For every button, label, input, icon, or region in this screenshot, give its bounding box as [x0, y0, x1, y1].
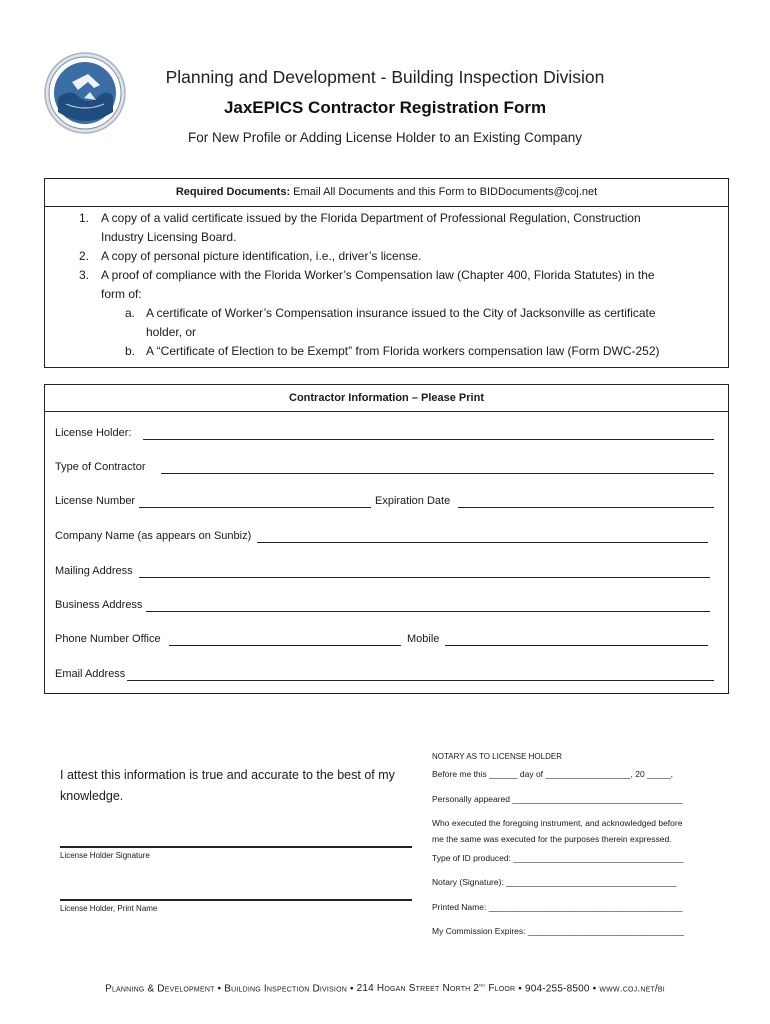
signature-caption: License Holder Signature [60, 851, 150, 860]
notary-signature[interactable]: Notary (Signature): ____________________________________ [432, 877, 677, 887]
signature-line[interactable] [60, 846, 412, 848]
business-address-label: Business Address [55, 599, 143, 611]
notary-id-type[interactable]: Type of ID produced: ____________________________________ [432, 853, 684, 863]
expiration-date-field[interactable] [458, 507, 714, 508]
email-address-field[interactable] [127, 680, 714, 681]
required-documents-label: Required Documents: [175, 186, 291, 198]
notary-before-me[interactable]: Before me this ______ day of __________________, 20 _____, [432, 769, 674, 779]
notary-personally-appeared[interactable]: Personally appeared ____________________________________ [432, 794, 683, 804]
notary-executed-line1: Who executed the foregoing instrument, and acknowledged before [432, 818, 683, 828]
mobile-label: Mobile [407, 633, 440, 645]
mailing-address-label: Mailing Address [55, 565, 133, 577]
contractor-type-label: Type of Contractor [55, 461, 146, 473]
notary-executed-line2: me the same was executed for the purposes therein expressed. [432, 834, 672, 844]
phone-office-label: Phone Number Office [55, 633, 161, 645]
required-documents-box: Required Documents: Email All Documents and this Form to BIDDocuments@coj.net 1. A copy of a valid certificate issued by the Florida Department of Professional Regulation, Construction Industry Licensing Board. 2. A copy of personal picture identification, i.e., driver’s license. 3. A proof of compliance with the Florida Worker’s Compensation law (Chapter 400, Florida Statutes) in the form of: a. A certificate of Worker’s Compensation insurance issued to the City of Jacksonville as certificate holder, or b. A “Certificate of Election to be Exempt” from Florida workers compensation law (Form DWC-252) [44, 178, 729, 368]
contractor-information-header: Contractor Information – Please Print [45, 385, 728, 412]
phone-office-field[interactable] [169, 645, 401, 646]
contractor-information-box [44, 384, 729, 694]
notary-title: NOTARY AS TO LICENSE HOLDER [432, 752, 562, 761]
footer-bullet: • [217, 983, 222, 995]
license-holder-label: License Holder: [55, 427, 132, 439]
company-name-label: Company Name (as appears on Sunbiz) [55, 530, 252, 542]
license-number-label: License Number [55, 495, 136, 507]
footer-bullet: • [518, 983, 522, 995]
print-name-caption: License Holder, Print Name [60, 904, 158, 913]
required-documents-header [45, 179, 728, 207]
license-number-field[interactable] [139, 507, 371, 508]
notary-commission-expires[interactable]: My Commission Expires: _________________________________ [432, 926, 684, 936]
footer-address: 214 Hogan Street North 2nd Floor [356, 983, 516, 995]
business-address-field[interactable] [146, 611, 710, 612]
contractor-type-field[interactable] [161, 473, 714, 474]
form-title: JaxEPICS Contractor Registration Form [223, 98, 547, 117]
footer-website-link[interactable]: www.coj.net/bi [599, 983, 665, 995]
license-holder-field[interactable] [143, 439, 714, 440]
required-documents-instruction: Email All Documents and this Form to BIDDocuments@coj.net [293, 186, 598, 198]
notary-printed-name[interactable]: Printed Name: _________________________________________ [432, 902, 683, 912]
attestation-text: I attest this information is true and accurate to the best of my knowledge. [60, 768, 395, 803]
form-subtitle: For New Profile or Adding License Holder to an Existing Company [188, 130, 582, 145]
division-title: Planning and Development - Building Inspection Division [165, 67, 605, 87]
footer-org: Planning & Development [105, 983, 215, 995]
mailing-address-field[interactable] [139, 577, 710, 578]
expiration-date-label: Expiration Date [375, 495, 451, 507]
print-name-line[interactable] [60, 899, 412, 901]
footer-division: Building Inspection Division [224, 983, 347, 995]
city-seal-logo [44, 52, 126, 134]
footer [60, 983, 710, 994]
email-address-label: Email Address [55, 668, 126, 680]
footer-bullet: • [592, 983, 597, 995]
company-name-field[interactable] [257, 542, 708, 543]
footer-bullet: • [349, 983, 354, 995]
footer-phone: 904-255-8500 [524, 983, 590, 995]
mobile-field[interactable] [445, 645, 708, 646]
